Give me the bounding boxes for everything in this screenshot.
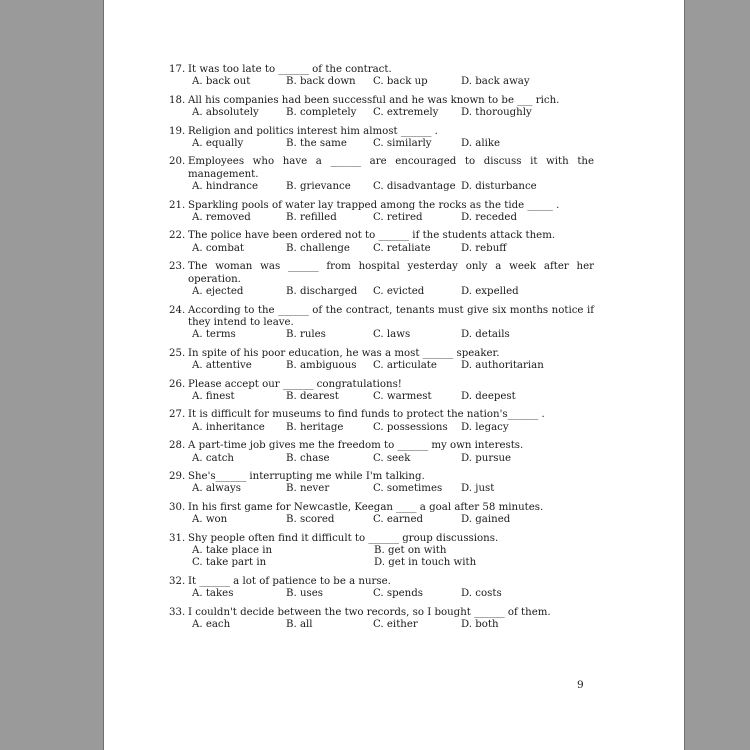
option-c: C. possessions: [373, 421, 448, 433]
option-d: D. expelled: [461, 286, 519, 298]
option-c: C. back up: [373, 76, 428, 88]
option-b: B. rules: [286, 329, 326, 341]
option-a: A. ejected: [192, 286, 244, 298]
question-number: 19.: [169, 125, 186, 137]
option-d: D. costs: [461, 588, 502, 600]
option-c: C. retaliate: [373, 242, 431, 254]
question-text: The police have been ordered not to ______ if the students attack them.: [188, 230, 556, 242]
question-number: 21.: [169, 199, 186, 211]
question-text: According to the ______ of the contract, tenants must give six months notice if they intend to leave.: [188, 304, 594, 328]
question-list: [169, 64, 594, 637]
question-25: [169, 348, 594, 373]
question-17: [169, 64, 594, 89]
question-22: [169, 230, 594, 255]
question-32: [169, 576, 594, 601]
option-b: B. completely: [286, 107, 357, 119]
question-text: All his companies had been successful and he was known to be ___ rich.: [188, 94, 560, 106]
option-a: A. removed: [192, 212, 251, 224]
question-number: 29.: [169, 470, 186, 482]
option-d: D. receded: [461, 212, 517, 224]
question-number: 27.: [169, 409, 186, 421]
question-text: Employees who have a ______ are encouraged to discuss it with the management.: [188, 156, 594, 180]
option-a: A. attentive: [192, 360, 252, 372]
question-text: Religion and politics interest him almost ______ .: [188, 125, 438, 137]
option-b: B. get on with: [374, 545, 447, 556]
option-a: A. inheritance: [192, 421, 265, 433]
page-number: 9: [577, 679, 584, 691]
option-c: C. similarly: [373, 138, 432, 150]
option-c: C. extremely: [373, 107, 439, 119]
option-d: D. legacy: [461, 421, 509, 433]
option-a: A. absolutely: [192, 107, 259, 119]
option-d: D. deepest: [461, 390, 516, 402]
question-23: [169, 261, 594, 298]
question-30: [169, 502, 594, 527]
question-number: 33.: [169, 606, 186, 618]
option-b: B. challenge: [286, 242, 350, 254]
question-text: Shy people often find it difficult to ______ group discussions.: [188, 532, 499, 544]
option-b: B. grievance: [286, 181, 351, 193]
option-c: C. disadvantage: [373, 181, 456, 193]
question-number: 23.: [169, 261, 186, 273]
option-c: C. retired: [373, 212, 423, 224]
question-text: I couldn't decide between the two records, so I bought ______ of them.: [188, 606, 551, 618]
question-text: In his first game for Newcastle, Keegan ____ a goal after 58 minutes.: [188, 501, 544, 513]
document-page: [103, 0, 685, 750]
question-20: [169, 156, 594, 193]
option-a: A. catch: [192, 452, 234, 464]
option-c: C. evicted: [373, 286, 425, 298]
option-d: D. get in touch with: [374, 557, 477, 569]
question-text: In spite of his poor education, he was a most ______ speaker.: [188, 347, 500, 359]
question-text: It is difficult for museums to find funds to protect the nation's______ .: [188, 409, 545, 421]
question-28: [169, 440, 594, 465]
question-18: [169, 95, 594, 120]
option-c: C. sometimes: [373, 483, 443, 495]
question-text: She's______ interrupting me while I'm talking.: [188, 470, 425, 482]
option-d: D. back away: [461, 76, 530, 88]
question-text: Sparkling pools of water lay trapped among the rocks as the tide _____ .: [188, 199, 560, 211]
option-c: C. either: [373, 619, 418, 631]
question-number: 22.: [169, 230, 186, 242]
option-a: A. take place in: [192, 545, 273, 556]
option-a: A. finest: [192, 390, 235, 402]
option-d: D. alike: [461, 138, 501, 150]
question-number: 25.: [169, 347, 186, 359]
option-b: B. the same: [286, 138, 347, 150]
option-d: D. disturbance: [461, 181, 537, 193]
option-d: D. gained: [461, 514, 511, 526]
question-29: [169, 471, 594, 496]
option-b: B. all: [286, 619, 313, 631]
option-b: B. discharged: [286, 286, 358, 298]
option-b: B. dearest: [286, 390, 339, 402]
option-d: D. thoroughly: [461, 107, 532, 119]
option-a: A. terms: [192, 329, 236, 341]
option-b: B. chase: [286, 452, 330, 464]
question-31: [169, 533, 594, 570]
question-text: It was too late to ______ of the contract.: [188, 64, 392, 75]
option-c: C. spends: [373, 588, 423, 600]
question-text: Please accept our ______ congratulations!: [188, 378, 402, 390]
question-text: A part-time job gives me the freedom to ______ my own interests.: [188, 440, 524, 452]
question-number: 24.: [169, 304, 186, 316]
option-c: C. seek: [373, 452, 411, 464]
question-text: The woman was ______ from hospital yesterday only a week after her operation.: [188, 261, 594, 285]
option-b: B. refilled: [286, 212, 337, 224]
option-a: A. combat: [192, 242, 245, 254]
option-d: D. rebuff: [461, 242, 507, 254]
option-c: C. laws: [373, 329, 411, 341]
option-b: B. back down: [286, 76, 356, 88]
option-a: A. always: [192, 483, 241, 495]
option-b: B. heritage: [286, 421, 344, 433]
option-d: D. pursue: [461, 452, 512, 464]
question-33: [169, 607, 594, 632]
question-19: [169, 126, 594, 151]
option-c: C. articulate: [373, 360, 437, 372]
option-d: D. both: [461, 619, 499, 631]
option-a: A. equally: [192, 138, 244, 150]
option-d: D. details: [461, 329, 510, 341]
option-b: B. scored: [286, 514, 335, 526]
option-b: B. uses: [286, 588, 324, 600]
question-number: 30.: [169, 501, 186, 513]
option-b: B. never: [286, 483, 330, 495]
option-c: C. earned: [373, 514, 423, 526]
option-a: A. each: [192, 619, 231, 631]
question-number: 20.: [169, 156, 186, 168]
question-number: 32.: [169, 575, 186, 587]
option-b: B. ambiguous: [286, 360, 357, 372]
question-number: 18.: [169, 94, 186, 106]
option-d: D. just: [461, 483, 495, 495]
option-a: A. won: [192, 514, 228, 526]
option-a: A. hindrance: [192, 181, 258, 193]
question-26: [169, 379, 594, 404]
question-text: It ______ a lot of patience to be a nurse.: [188, 575, 391, 587]
question-number: 31.: [169, 532, 186, 544]
question-number: 26.: [169, 378, 186, 390]
question-number: 17.: [169, 64, 186, 75]
option-c: C. warmest: [373, 390, 432, 402]
option-a: A. back out: [192, 76, 251, 88]
question-24: [169, 305, 594, 342]
option-c: C. take part in: [192, 557, 267, 569]
question-27: [169, 409, 594, 434]
question-21: [169, 200, 594, 225]
option-d: D. authoritarian: [461, 360, 544, 372]
option-a: A. takes: [192, 588, 234, 600]
question-number: 28.: [169, 440, 186, 452]
